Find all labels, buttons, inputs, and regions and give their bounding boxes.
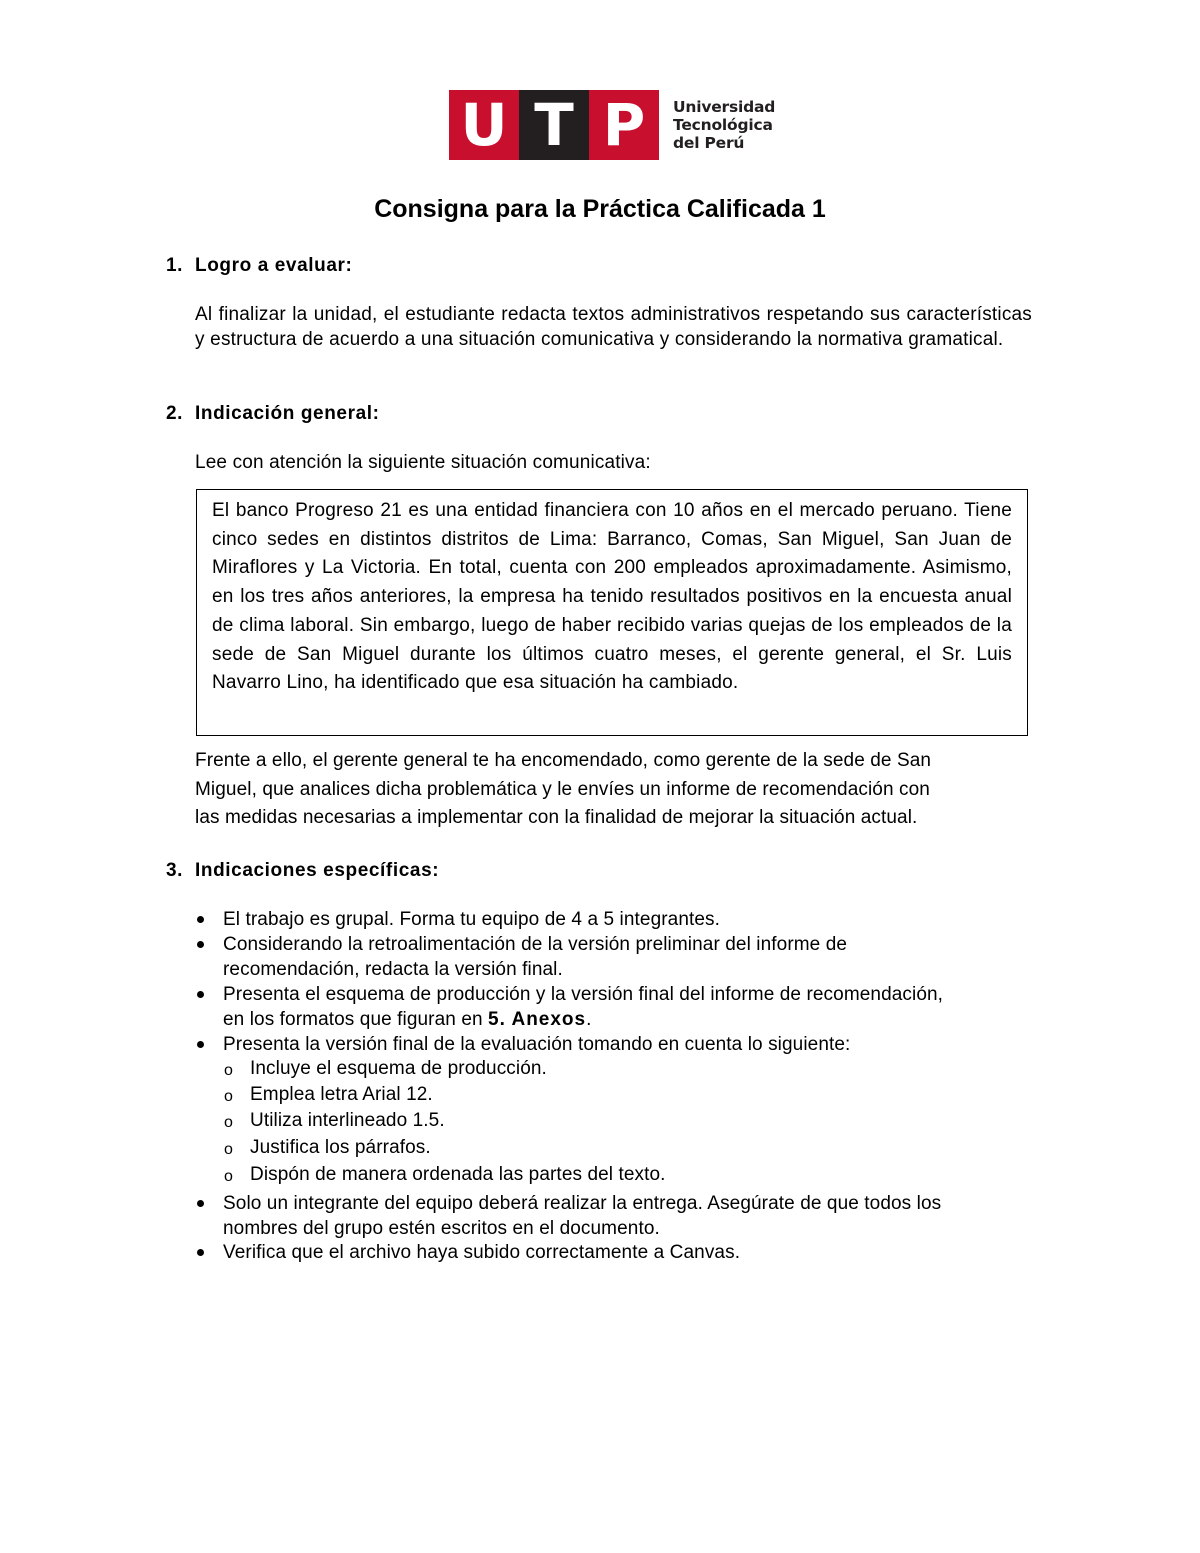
situation-text: El banco Progreso 21 es una entidad financiera con 10 años en el mercado peruano. Tiene cinco sedes en distintos distritos de Lima: Barranco, Comas, San Miguel, San Juan de Miraflores y La Victoria. En total, cuenta con 200 empleados aproximadamente. Asimismo, en los tres años anteriores, la empresa ha tenido resultados positivos en la encuesta anual de clima laboral. Sin embargo, luego de haber recibido varias quejas de los empleados de la sede de San Miguel durante los últimos cuatro meses, el gerente general, el Sr. Luis Navarro Lino, ha identificado que esa situación ha cambiado. [212,500,1012,694]
anexos-reference: 5. Anexos [488,1009,587,1030]
logo-university-name: Universidad Tecnológica del Perú [673,98,776,152]
section-number: 2. [166,403,184,424]
sub-list-item: Utiliza interlineado 1.5. [250,1110,445,1131]
bullet-icon [195,1035,207,1047]
list-item-continuation: en los formatos que figuran en 5. Anexos. [223,1009,592,1030]
section-title: Indicaciones específicas: [195,860,440,881]
section-title: Logro a evaluar: [195,255,353,276]
list-item: Presenta el esquema de producción y la versión final del informe de recomendación, [223,984,944,1005]
section-1-heading [166,255,352,277]
section-3-heading [166,860,439,882]
list-item: Considerando la retroalimentación de la versión preliminar del informe de [223,934,848,955]
sub-bullet-icon: o [224,1141,233,1158]
sub-bullet-icon: o [224,1062,233,1079]
situation-box [196,489,1028,736]
sub-list-item: Dispón de manera ordenada las partes del texto. [250,1164,666,1185]
sub-list-item: Justifica los párrafos. [250,1137,431,1158]
logo-letter-u: U [449,90,519,160]
sub-bullet-icon: o [224,1088,233,1105]
section-2-heading [166,403,380,425]
logo-letter-p: P [589,90,659,160]
list-item: Solo un integrante del equipo deberá realizar la entrega. Asegúrate de que todos los [223,1193,942,1214]
section-number: 1. [166,255,184,276]
bullet-icon [195,1194,207,1206]
list-item-continuation: nombres del grupo estén escritos en el documento. [223,1218,660,1239]
section-title: Indicación general: [195,403,380,424]
section-2-follow-text: Frente a ello, el gerente general te ha encomendado, como gerente de la sede de San Miguel, que analices dicha problemática y le envíes un informe de recomendación con las medidas necesarias a implementar con la finalidad de mejorar la situación actual. [195,750,932,828]
list-item: Verifica que el archivo haya subido correctamente a Canvas. [223,1242,741,1263]
bullet-icon [195,985,207,997]
bullet-icon [195,910,207,922]
utp-logo [449,90,775,160]
bullet-icon [195,1243,207,1255]
list-item-continuation: recomendación, redacta la versión final. [223,959,563,980]
section-2-intro: Lee con atención la siguiente situación comunicativa: [195,452,651,473]
sub-list-item: Emplea letra Arial 12. [250,1084,433,1105]
list-item: Presenta la versión final de la evaluación tomando en cuenta lo siguiente: [223,1034,851,1055]
logo-letter-t: T [519,90,589,160]
sub-list-item: Incluye el esquema de producción. [250,1058,547,1079]
sub-bullet-icon: o [224,1114,233,1131]
document-title: Consigna para la Práctica Calificada 1 [374,195,826,223]
sub-bullet-icon: o [224,1168,233,1185]
section-number: 3. [166,860,184,881]
bullet-icon [195,935,207,947]
list-item: El trabajo es grupal. Forma tu equipo de 4 a 5 integrantes. [223,909,721,930]
section-1-text: Al finalizar la unidad, el estudiante redacta textos administrativos respetando sus características y estructura de acuerdo a una situación comunicativa y considerando la normativa gramatical. [195,304,1032,350]
